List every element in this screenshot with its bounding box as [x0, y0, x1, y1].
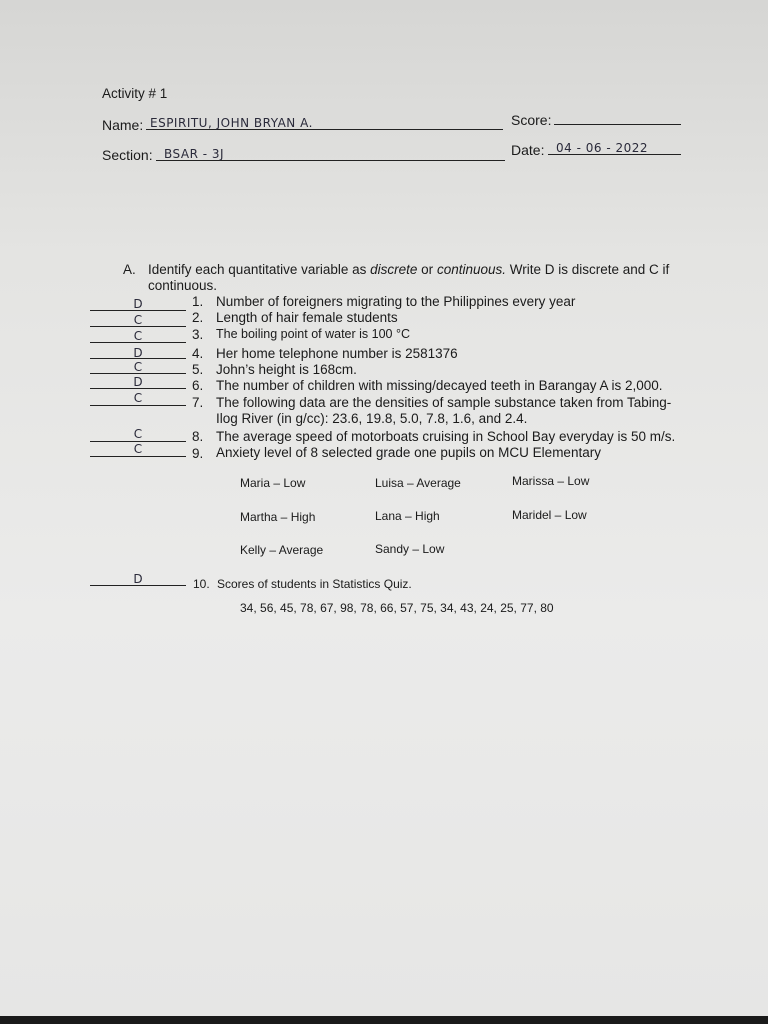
instructions-line1: Identify each quantitative variable as discrete or continuous. Write D is discrete and C if [148, 262, 670, 277]
name-value: ESPIRITU, JOHN BRYAN A. [150, 116, 313, 130]
name-label: Name: [102, 117, 144, 133]
instructions-line2: continuous. [148, 278, 218, 293]
date-label: Date: [511, 142, 545, 158]
answer-line-10 [90, 585, 186, 586]
item-text-2: Length of hair female students [216, 310, 398, 325]
item-number-4: 4. [192, 346, 204, 361]
answer-8: C [133, 427, 143, 441]
activity-title: Activity # 1 [102, 86, 168, 101]
item-number-9: 9. [192, 446, 204, 461]
answer-4: D [133, 346, 143, 360]
score-label: Score: [511, 112, 552, 128]
item-number-1: 1. [192, 294, 204, 309]
item-number-6: 6. [192, 378, 204, 393]
answer-10: D [133, 572, 143, 586]
list-item: Luisa – Average [375, 476, 461, 490]
section-letter: A. [123, 262, 136, 277]
answer-line-6 [90, 388, 186, 389]
date-value: 04 - 06 - 2022 [556, 141, 648, 155]
answer-9: C [133, 442, 143, 456]
score-line [554, 124, 681, 125]
answer-5: C [133, 360, 143, 374]
answer-2: C [133, 313, 143, 327]
page-bottom-shadow [0, 1016, 768, 1024]
item-number-7: 7. [192, 395, 204, 410]
item-text-1: Number of foreigners migrating to the Philippines every year [216, 294, 576, 309]
item-text-9: Anxiety level of 8 selected grade one pupils on MCU Elementary [216, 445, 601, 460]
answer-line-1 [90, 310, 186, 311]
item-number-2: 2. [192, 310, 204, 325]
section-value: BSAR - 3J [164, 147, 225, 161]
answer-line-5 [90, 373, 186, 374]
item-text-7-continued: Ilog River (in g/cc): 23.6, 19.8, 5.0, 7.8, 1.6, and 2.4. [216, 411, 528, 426]
answer-line-3 [90, 342, 186, 343]
answer-7: C [133, 391, 143, 405]
item-number-5: 5. [192, 362, 204, 377]
item-text-3: The boiling point of water is 100 °C [216, 327, 410, 341]
answer-1: D [133, 297, 143, 311]
item-text-8: The average speed of motorboats cruising in School Bay everyday is 50 m/s. [216, 429, 676, 444]
answer-3: C [133, 329, 143, 343]
section-label: Section: [102, 147, 153, 163]
item-number-10: 10. [193, 577, 210, 591]
item-text-5: John’s height is 168cm. [216, 362, 357, 377]
item-text-4: Her home telephone number is 2581376 [216, 346, 458, 361]
item-text-7: The following data are the densities of sample substance taken from Tabing- [216, 395, 672, 410]
answer-line-9 [90, 456, 186, 457]
item-text-10: Scores of students in Statistics Quiz. [217, 577, 412, 591]
item-number-3: 3. [192, 327, 204, 342]
list-item: Martha – High [240, 510, 316, 524]
answer-line-2 [90, 326, 186, 327]
list-item: Kelly – Average [240, 543, 324, 557]
list-item: Sandy – Low [375, 542, 445, 556]
answer-line-7 [90, 405, 186, 406]
scores-list: 34, 56, 45, 78, 67, 98, 78, 66, 57, 75, 34, 43, 24, 25, 77, 80 [240, 601, 554, 615]
item-number-8: 8. [192, 429, 204, 444]
item-text-6: The number of children with missing/decayed teeth in Barangay A is 2,000. [216, 378, 663, 393]
answer-6: D [133, 375, 143, 389]
list-item: Maria – Low [240, 476, 306, 490]
list-item: Lana – High [375, 509, 440, 523]
list-item: Marissa – Low [512, 474, 590, 488]
answer-line-4 [90, 358, 186, 359]
list-item: Maridel – Low [512, 508, 587, 522]
